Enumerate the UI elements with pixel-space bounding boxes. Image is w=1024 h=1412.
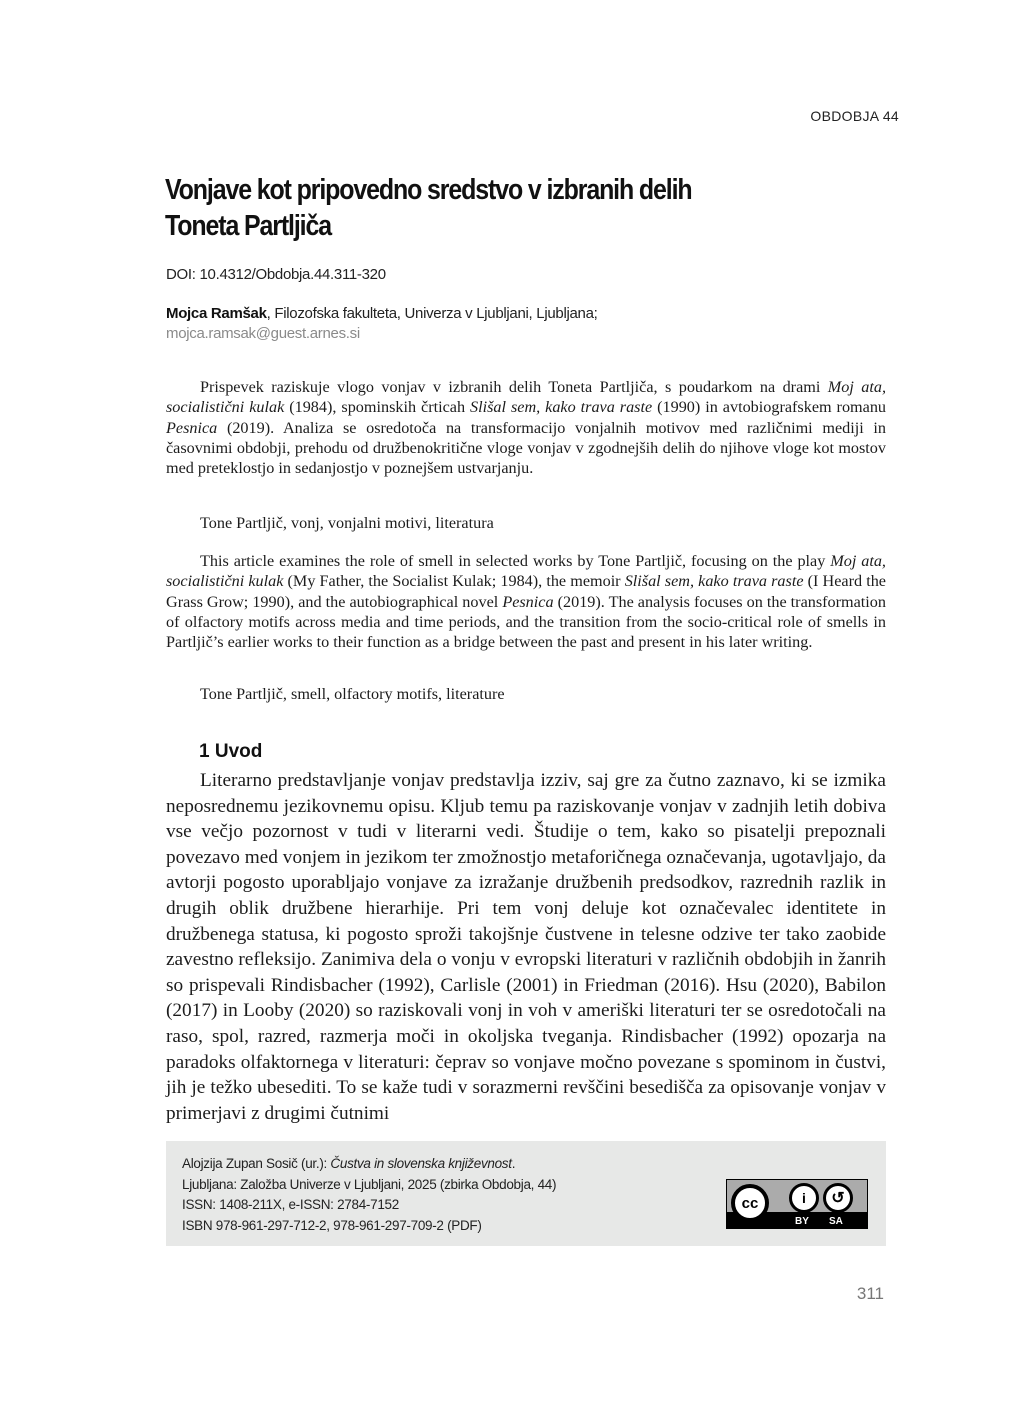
author-name: Mojca Ramšak — [166, 305, 267, 322]
abstract-slovenian — [166, 377, 886, 478]
attribution-person-icon: i — [789, 1183, 819, 1213]
editor-name: Alojzija Zupan Sosič (ur.): — [182, 1156, 331, 1171]
abstract-english — [166, 551, 886, 652]
author-block — [166, 304, 598, 344]
editor-line — [182, 1154, 556, 1175]
abstract-sl-italic-1: Moj ata, socialistični kulak — [166, 378, 886, 417]
abstract-sl-italic-3: Pesnica — [166, 418, 218, 437]
share-alike-icon: ↺ — [823, 1183, 853, 1213]
publication-info-box — [166, 1141, 886, 1246]
book-title-end: . — [511, 1156, 516, 1171]
abstract-sl-text-4: (2019). Analiza se osredotoča na transformacijo vonjalnih motivov med različnimi mediji in časovnimi obdobji, prehodu od družbenokritične vloge vonjav v zgodnejših delih do njihove vloge kot mostov med preteklostjo in sedanjostjo v poznejšem ustvarjanju. — [166, 418, 886, 478]
author-email[interactable]: mojca.ramsak@guest.arnes.si — [166, 325, 360, 342]
doi: DOI: 10.4312/Obdobja.44.311-320 — [166, 266, 386, 283]
abstract-en-text-1: This article examines the role of smell in selected works by Tone Partljič, focusing on the play — [200, 552, 831, 570]
author-affiliation: , Filozofska fakulteta, Univerza v Ljubljani, Ljubljana; — [266, 305, 598, 322]
license-sa-label: SA — [829, 1216, 843, 1227]
abstract-en-italic-2: Slišal sem, kako trava raste — [624, 572, 804, 591]
section-heading-uvod: 1 Uvod — [199, 741, 263, 762]
abstract-en-text-4: (2019). The analysis focuses on the transformation of olfactory motifs across media and time periods, and the transition from the socio-critical role of smells in Partljič’s earlier works to their function as a bridge between the past and present in his later writing. — [166, 592, 886, 652]
cc-icon: cc — [731, 1184, 769, 1222]
keywords-slovenian: Tone Partljič, vonj, vonjalni motivi, literatura — [200, 514, 494, 532]
abstract-sl-text-3: (1990) in avtobiografskem romanu — [652, 398, 887, 417]
publisher-line: Ljubljana: Založba Univerze v Ljubljani, 2025 (zbirka Obdobja, 44) — [182, 1176, 557, 1192]
page-number: 311 — [856, 1284, 884, 1303]
journal-running-header: OBDOBJA 44 — [810, 108, 899, 124]
section-body-paragraph: Literarno predstavljanje vonjav predstavlja izziv, saj gre za čutno zaznavo, ki se izmika neposrednemu jezikovnemu opisu. Kljub temu pa raziskovanje vonjav v zadnjih letih dobiva vse večjo pozornost v tudi v literarni vedi. Študije o tem, kako so pisatelji prepoznali povezavo med vonjem in jezikom ter zmožnostjo metaforičnega označevanja, ugotavljajo, da avtorji pogosto uporabljajo vonjave za izražanje družbenih predsodkov, razrednih razlik in drugih oblik družbene hierarhije. Pri tem vonj deluje kot označevalec identitete in družbenega statusa, ki pogosto sproži takojšnje čustvene in telesne odzive ter tako zaobide zavestno refleksijo. Zanimiva dela o vonju v evropski literaturi v različnih obdobjih in žanrih so prispevali Rindisbacher (1992), Carlisle (2001) in Friedman (2016). Hsu (2020), Babilon (2017) in Looby (2020) so raziskovali vonj in voh v ameriški literaturi ter se osredotočali na raso, spol, razred, razmerja moči in okoljska tveganja. Rindisbacher (1992) opozarja na paradoks olfaktornega v literaturi: čeprav so vonjave močno povezane s spominom in čustvi, jih je težko ubesediti. To se kaže tudi v sorazmerni revščini besedišča za opisovanje vonjav v primerjavi z drugimi čutnimi — [166, 770, 886, 1124]
cc-by-sa-license-badge[interactable] — [726, 1179, 868, 1229]
abstract-en-italic-3: Pesnica — [502, 592, 554, 611]
keywords-english: Tone Partljič, smell, olfactory motifs, literature — [200, 685, 505, 703]
title-line-2: Toneta Partljiča — [165, 210, 331, 242]
section-body-text — [166, 768, 886, 1126]
abstract-sl-text-1: Prispevek raziskuje vlogo vonjav v izbranih delih Toneta Partljiča, s poudarkom na drami — [200, 378, 828, 396]
abstract-sl-text-2: (1984), spominskih črticah — [284, 398, 471, 417]
publication-info-text — [182, 1154, 556, 1236]
issn-line: ISSN: 1408-211X, e-ISSN: 2784-7152 — [182, 1197, 399, 1212]
abstract-en-italic-1: Moj ata, socialistični kulak — [166, 552, 886, 591]
isbn-line: ISBN 978-961-297-712-2, 978-961-297-709-2 (PDF) — [182, 1217, 482, 1233]
abstract-en-text-3: (I Heard the Grass Grow; 1990), and the autobiographical novel — [166, 572, 886, 611]
license-by-label: BY — [795, 1216, 809, 1227]
abstract-en-text-2: (My Father, the Socialist Kulak; 1984), the memoir — [283, 572, 625, 591]
book-title: Čustva in slovenska književnost — [330, 1156, 512, 1171]
title-line-1: Vonjave kot pripovedno sredstvo v izbranih delih — [165, 174, 692, 206]
article-title — [165, 172, 767, 244]
abstract-sl-italic-2: Slišal sem, kako trava raste — [470, 398, 653, 417]
